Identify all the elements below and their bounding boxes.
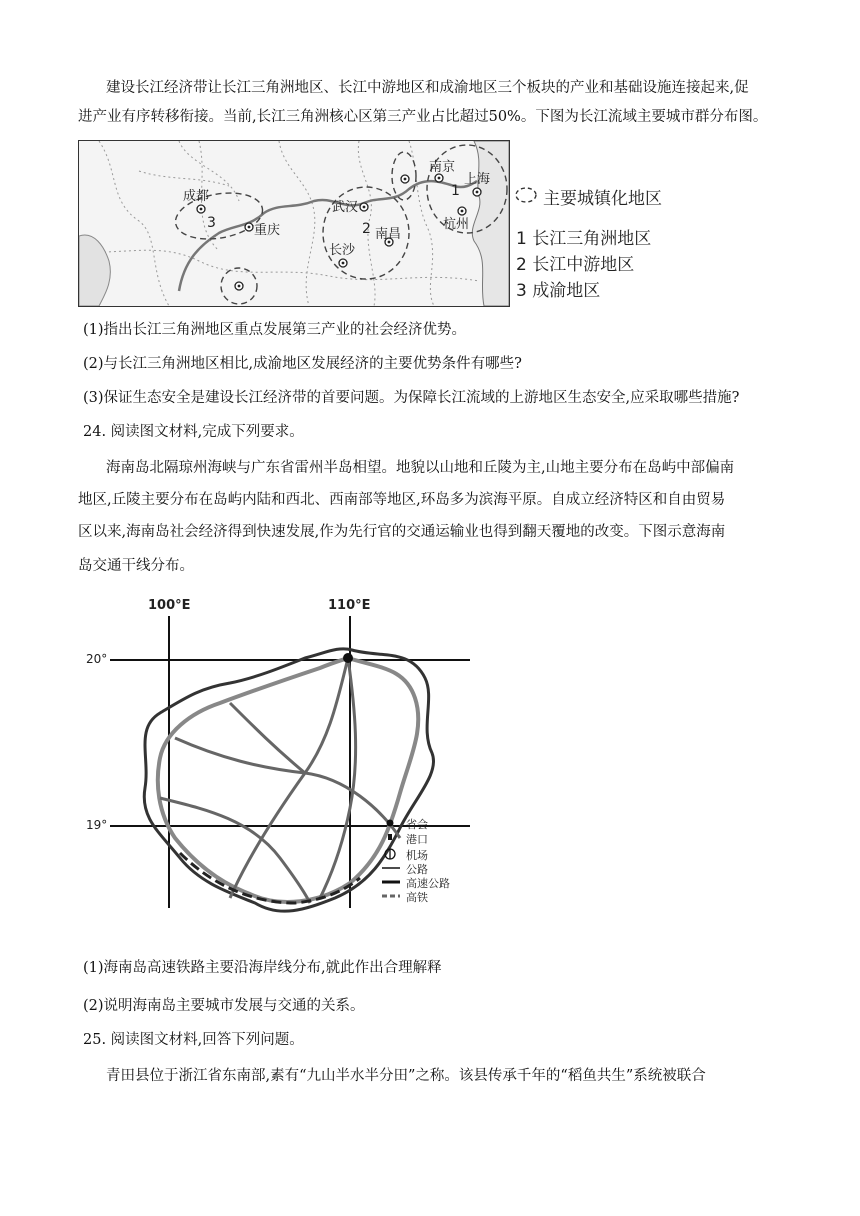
urban-area-symbol-icon <box>514 186 538 204</box>
legend-provincial-capital: 省会 <box>406 818 428 831</box>
legend-item-3: 3 成渝地区 <box>516 281 601 301</box>
region-number-1: 1 <box>451 183 460 199</box>
hainan-transport-map <box>80 598 480 928</box>
city-label-wuhan: 武汉 <box>332 200 359 215</box>
legend-high-speed-rail: 高铁 <box>406 891 428 904</box>
q24-sub2: (2)说明海南岛主要城市发展与交通的关系。 <box>83 998 365 1014</box>
q25-para-line-1: 青田县位于浙江省东南部,素有“九山半水半分田”之称。该县传承千年的“稻鱼共生”系统被联合 <box>106 1068 706 1084</box>
q24-para-line-2: 地区,丘陵主要分布在岛屿内陆和西北、西南部等地区,环岛多为滨海平原。自成立经济特区和自由贸易 <box>78 492 726 508</box>
legend-road: 公路 <box>406 863 428 876</box>
legend-expressway: 高速公路 <box>406 877 450 890</box>
city-label-chongqing: 重庆 <box>254 223 281 238</box>
q24-sub1: (1)海南岛高速铁路主要沿海岸线分布,就此作出合理解释 <box>83 960 442 976</box>
legend-item-1: 1 长江三角洲地区 <box>516 229 652 249</box>
yangtze-city-cluster-map <box>78 140 510 307</box>
city-label-nanchang: 南昌 <box>375 227 402 242</box>
q23-sub2: (2)与长江三角洲地区相比,成渝地区发展经济的主要优势条件有哪些? <box>83 356 522 372</box>
legend-airport: 机场 <box>406 849 428 862</box>
region-number-3: 3 <box>207 215 216 231</box>
q24-para-line-4: 岛交通干线分布。 <box>78 558 194 574</box>
q24-para-line-1: 海南岛北隔琼州海峡与广东省雷州半岛相望。地貌以山地和丘陵为主,山地主要分布在岛屿中部偏南 <box>106 460 735 476</box>
lon-label-110: 110°E <box>328 598 371 613</box>
city-label-nanjing: 南京 <box>429 160 456 175</box>
city-label-shanghai: 上海 <box>464 172 491 187</box>
q24-para-line-3: 区以来,海南岛社会经济得到快速发展,作为先行官的交通运输业也得到翻天覆地的改变。下图示意海南 <box>78 524 726 540</box>
city-label-changsha: 长沙 <box>329 243 356 258</box>
lon-label-100: 100°E <box>148 598 191 613</box>
lat-label-19: 19° <box>86 818 108 832</box>
q23-sub1: (1)指出长江三角洲地区重点发展第三产业的社会经济优势。 <box>83 322 467 338</box>
intro-line-1: 建设长江经济带让长江三角洲地区、长江中游地区和成渝地区三个板块的产业和基础设施连接起来,促 <box>106 80 749 96</box>
q23-sub3: (3)保证生态安全是建设长江经济带的首要问题。为保障长江流域的上游地区生态安全,应采取哪些措施? <box>83 390 740 406</box>
legend-port: 港口 <box>406 833 428 846</box>
legend-urban-area: 主要城镇化地区 <box>543 189 662 209</box>
intro-line-2: 进产业有序转移衔接。当前,长江三角洲核心区第三产业占比超过50%。下图为长江流域主要城市群分布图。 <box>78 109 768 125</box>
city-label-hangzhou: 杭州 <box>443 217 470 232</box>
region-number-2: 2 <box>362 221 371 237</box>
q25-title: 25. 阅读图文材料,回答下列问题。 <box>83 1032 304 1048</box>
city-label-chengdu: 成都 <box>183 189 210 204</box>
lat-label-20: 20° <box>86 652 108 666</box>
legend-item-2: 2 长江中游地区 <box>516 255 635 275</box>
q24-title: 24. 阅读图文材料,完成下列要求。 <box>83 424 304 440</box>
